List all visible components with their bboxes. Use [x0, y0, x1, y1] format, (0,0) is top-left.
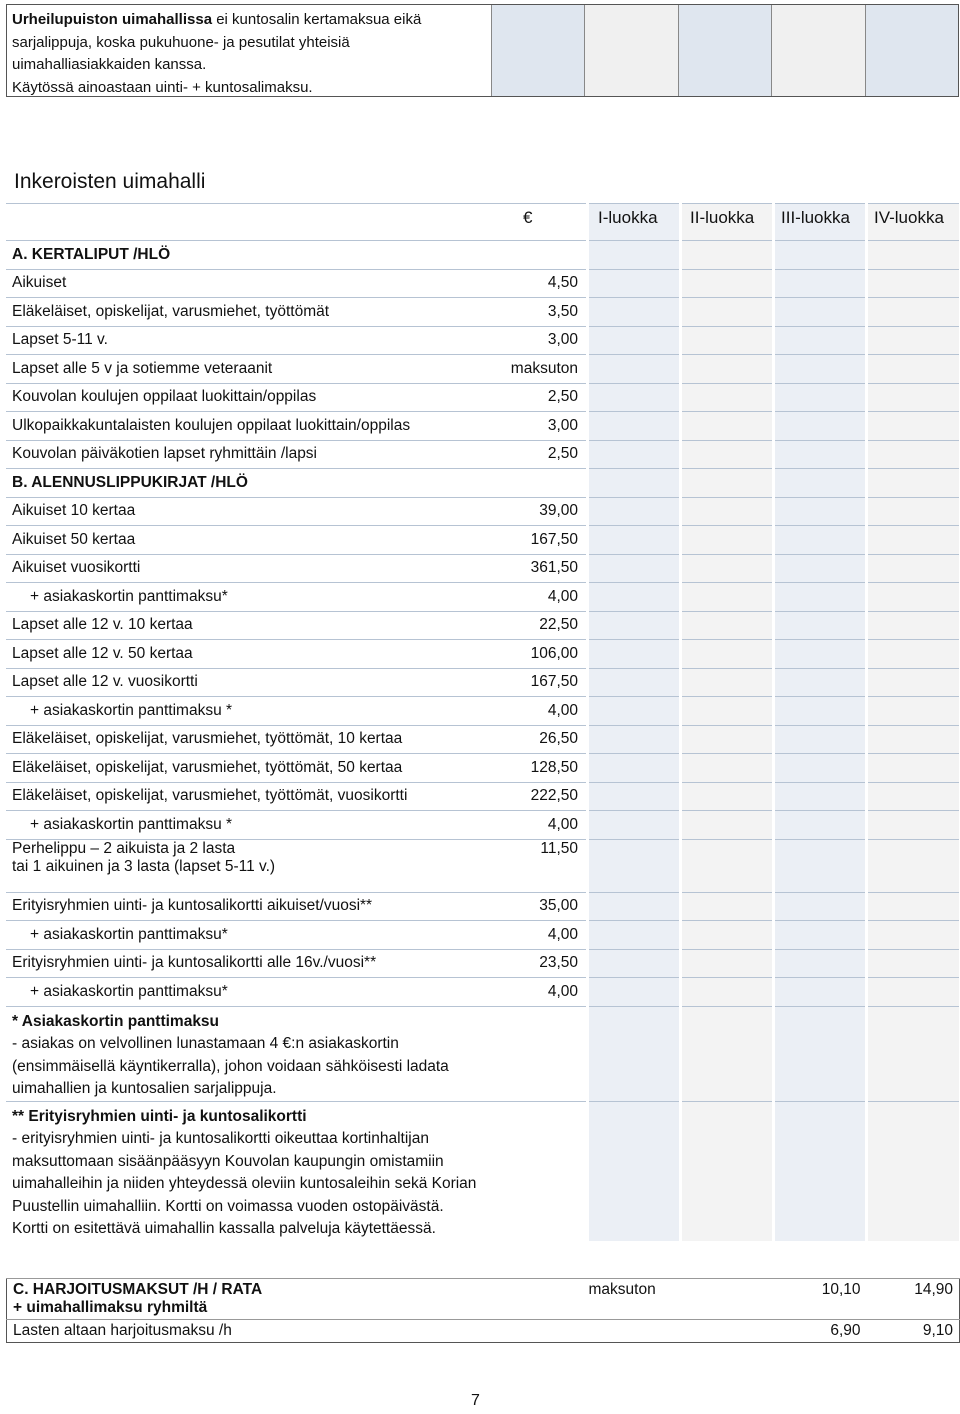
- row-label: Eläkeläiset, opiskelijat, varusmiehet, työttömät, 50 kertaa: [6, 754, 488, 783]
- row-price: 26,50: [488, 725, 588, 754]
- price-class-cell: [588, 298, 681, 327]
- price-class-cell: [773, 583, 866, 612]
- euro-header: €: [523, 208, 533, 227]
- top-note-text: [12, 9, 482, 99]
- table-row: [6, 412, 959, 441]
- price-class-cell: [866, 811, 959, 840]
- table-row: [6, 298, 959, 327]
- price-class-cell: [773, 811, 866, 840]
- section-c-title: C. HARJOITUSMAKSUT /H / RATA + uimahallimaksu ryhmiltä: [7, 1279, 583, 1320]
- price-class-cell: [680, 298, 773, 327]
- price-class-cell: [773, 697, 866, 726]
- price-class-cell: [588, 640, 681, 669]
- top-note-box: [6, 4, 959, 97]
- section-c-c1: maksuton: [583, 1279, 679, 1320]
- price-class-cell: [588, 782, 681, 811]
- table-row: [6, 440, 959, 469]
- price-class-cell: [680, 811, 773, 840]
- price-class-cell: [588, 583, 681, 612]
- price-class-cell: [866, 583, 959, 612]
- price-class-cell: [773, 782, 866, 811]
- row-label: Lapset alle 12 v. 50 kertaa: [6, 640, 488, 669]
- table-row: [6, 554, 959, 583]
- price-class-cell: [866, 355, 959, 384]
- price-class-cell: [588, 811, 681, 840]
- table-row: [6, 697, 959, 726]
- price-class-cell: [588, 725, 681, 754]
- row-price: 4,00: [488, 811, 588, 840]
- row-price: 2,50: [488, 383, 588, 412]
- price-class-cell: [866, 440, 959, 469]
- page-number: 7: [471, 1392, 480, 1409]
- section-c-row2-label: Lasten altaan harjoitusmaksu /h: [7, 1320, 583, 1343]
- row-label: + asiakaskortin panttimaksu*: [6, 583, 488, 612]
- price-class-cell: [588, 469, 681, 498]
- row-price: 23,50: [488, 949, 588, 978]
- row-label: Ulkopaikkakuntalaisten koulujen oppilaat luokittain/oppilas: [6, 412, 488, 441]
- price-class-cell: [866, 298, 959, 327]
- price-class-cell: [588, 839, 681, 892]
- price-class-cell: [588, 412, 681, 441]
- row-label: + asiakaskortin panttimaksu *: [6, 811, 488, 840]
- table-row: [6, 725, 959, 754]
- row-price: 22,50: [488, 611, 588, 640]
- price-class-cell: [588, 1006, 681, 1101]
- row-price: 4,50: [488, 269, 588, 298]
- section-row: [6, 469, 959, 498]
- price-class-cell: [680, 383, 773, 412]
- row-label: Kouvolan koulujen oppilaat luokittain/oppilas: [6, 383, 488, 412]
- price-class-cell: [773, 1006, 866, 1101]
- price-class-cell: [680, 554, 773, 583]
- table-row: [6, 526, 959, 555]
- table-row: [6, 754, 959, 783]
- section-c-table: [6, 1278, 960, 1343]
- footnote-row: [6, 1101, 959, 1241]
- price-class-cell: [588, 668, 681, 697]
- row-label: + asiakaskortin panttimaksu*: [6, 978, 488, 1007]
- table-row: [6, 949, 959, 978]
- price-class-cell: [588, 1101, 681, 1241]
- row-label: + asiakaskortin panttimaksu*: [6, 921, 488, 950]
- price-class-cell: [680, 412, 773, 441]
- price-class-cell: [773, 978, 866, 1007]
- price-class-cell: [866, 554, 959, 583]
- table-row: [6, 978, 959, 1007]
- row-label: Eläkeläiset, opiskelijat, varusmiehet, työttömät: [6, 298, 488, 327]
- price-class-cell: [773, 921, 866, 950]
- row-label: Erityisryhmien uinti- ja kuntosalikortti aikuiset/vuosi**: [6, 892, 488, 921]
- price-class-cell: [588, 440, 681, 469]
- row-label: Lapset alle 5 v ja sotiemme veteraanit: [6, 355, 488, 384]
- section-c-c3: 10,10: [771, 1279, 867, 1320]
- price-class-cell: [773, 611, 866, 640]
- row-price: 4,00: [488, 921, 588, 950]
- price-class-cell: [680, 326, 773, 355]
- row-price: [488, 241, 588, 270]
- price-class-cell: [680, 269, 773, 298]
- price-class-cell: [588, 921, 681, 950]
- price-class-cell: [773, 298, 866, 327]
- row-price: 3,00: [488, 412, 588, 441]
- price-class-cell: [866, 921, 959, 950]
- price-class-cell: [680, 440, 773, 469]
- table-row: [6, 611, 959, 640]
- price-class-cell: [773, 554, 866, 583]
- price-class-cell: [866, 754, 959, 783]
- section-c-row2-c4: 9,10: [867, 1320, 960, 1343]
- price-class-cell: [680, 611, 773, 640]
- price-class-cell: [680, 497, 773, 526]
- row-label: A. KERTALIPUT /HLÖ: [6, 241, 488, 270]
- row-label: Lapset alle 12 v. vuosikortti: [6, 668, 488, 697]
- price-class-cell: [588, 526, 681, 555]
- price-class-cell: [680, 839, 773, 892]
- row-price: 4,00: [488, 697, 588, 726]
- price-class-cell: [866, 839, 959, 892]
- price-class-cell: [773, 383, 866, 412]
- price-class-cell: [680, 640, 773, 669]
- price-class-cell: [680, 921, 773, 950]
- price-class-cell: [588, 978, 681, 1007]
- price-class-cell: [588, 611, 681, 640]
- price-class-cell: [588, 355, 681, 384]
- price-class-cell: [680, 697, 773, 726]
- row-price: 4,00: [488, 978, 588, 1007]
- price-class-cell: [773, 440, 866, 469]
- row-label: Aikuiset 10 kertaa: [6, 497, 488, 526]
- price-class-cell: [680, 1101, 773, 1241]
- price-class-cell: [866, 526, 959, 555]
- row-price: 106,00: [488, 640, 588, 669]
- row-price: 2,50: [488, 440, 588, 469]
- price-class-cell: [866, 469, 959, 498]
- price-class-cell: [680, 583, 773, 612]
- price-class-cell: [680, 526, 773, 555]
- price-class-cell: [680, 241, 773, 270]
- price-class-cell: [588, 754, 681, 783]
- row-price: 11,50: [488, 839, 588, 892]
- row-price: 361,50: [488, 554, 588, 583]
- price-class-cell: [866, 668, 959, 697]
- table-row: [6, 383, 959, 412]
- price-class-cell: [773, 241, 866, 270]
- page-title: Inkeroisten uimahalli: [14, 170, 206, 193]
- price-class-cell: [773, 725, 866, 754]
- price-class-cell: [773, 640, 866, 669]
- price-class-cell: [866, 383, 959, 412]
- section-c-row2-c3: 6,90: [771, 1320, 867, 1343]
- price-class-cell: [866, 241, 959, 270]
- price-class-cell: [680, 668, 773, 697]
- table-row: [6, 640, 959, 669]
- row-price: 167,50: [488, 526, 588, 555]
- row-label: Eläkeläiset, opiskelijat, varusmiehet, työttömät, 10 kertaa: [6, 725, 488, 754]
- price-class-cell: [588, 949, 681, 978]
- price-class-cell: [680, 892, 773, 921]
- price-class-cell: [773, 1101, 866, 1241]
- table-row: [6, 355, 959, 384]
- price-class-cell: [866, 640, 959, 669]
- top-note-bold: Urheilupuiston uimahallissa: [12, 11, 213, 28]
- table-row: [6, 497, 959, 526]
- price-class-cell: [680, 978, 773, 1007]
- price-class-cell: [588, 326, 681, 355]
- row-label: Lapset 5-11 v.: [6, 326, 488, 355]
- price-class-cell: [773, 839, 866, 892]
- price-class-cell: [773, 949, 866, 978]
- price-class-cell: [866, 782, 959, 811]
- header-c2: II-luokka: [690, 208, 755, 227]
- table-row: [6, 892, 959, 921]
- price-class-cell: [866, 1006, 959, 1101]
- top-note-cells: [491, 5, 958, 96]
- price-class-cell: [866, 611, 959, 640]
- header-c1: I-luokka: [598, 208, 658, 227]
- price-class-cell: [773, 754, 866, 783]
- row-price: 39,00: [488, 497, 588, 526]
- column-headers: [0, 208, 960, 234]
- price-class-cell: [588, 497, 681, 526]
- price-class-cell: [866, 269, 959, 298]
- price-class-cell: [588, 892, 681, 921]
- row-label: Perhelippu – 2 aikuista ja 2 lasta tai 1 aikuinen ja 3 lasta (lapset 5-11 v.): [6, 839, 488, 892]
- top-note-rest: ei kuntosalin kertamaksua eikä sarjalippuja, koska pukuhuone- ja pesutilat yhteisiä uimahalliasiakkaiden kanssa.: [12, 11, 422, 73]
- price-class-cell: [680, 355, 773, 384]
- row-price: 128,50: [488, 754, 588, 783]
- price-class-cell: [866, 697, 959, 726]
- price-class-cell: [680, 725, 773, 754]
- price-class-cell: [773, 355, 866, 384]
- row-label: + asiakaskortin panttimaksu *: [6, 697, 488, 726]
- price-class-cell: [866, 978, 959, 1007]
- price-class-cell: [866, 725, 959, 754]
- price-class-cell: [773, 326, 866, 355]
- price-class-cell: [866, 1101, 959, 1241]
- footnote-row: [6, 1006, 959, 1101]
- row-label: Aikuiset vuosikortti: [6, 554, 488, 583]
- row-label: Kouvolan päiväkotien lapset ryhmittäin /lapsi: [6, 440, 488, 469]
- price-class-cell: [773, 469, 866, 498]
- row-label: B. ALENNUSLIPPUKIRJAT /HLÖ: [6, 469, 488, 498]
- table-row: [6, 782, 959, 811]
- price-class-cell: [588, 554, 681, 583]
- row-label: Eläkeläiset, opiskelijat, varusmiehet, työttömät, vuosikortti: [6, 782, 488, 811]
- row-price: 3,00: [488, 326, 588, 355]
- top-note-line2: Käytössä ainoastaan uinti- + kuntosalimaksu.: [12, 78, 313, 96]
- table-row: [6, 326, 959, 355]
- table-row: [6, 811, 959, 840]
- price-class-cell: [680, 949, 773, 978]
- row-label: Erityisryhmien uinti- ja kuntosalikortti alle 16v./vuosi**: [6, 949, 488, 978]
- price-class-cell: [866, 949, 959, 978]
- header-c3: III-luokka: [781, 208, 850, 227]
- row-price: maksuton: [488, 355, 588, 384]
- row-price: 222,50: [488, 782, 588, 811]
- price-class-cell: [680, 1006, 773, 1101]
- table-row: [6, 668, 959, 697]
- row-price: 35,00: [488, 892, 588, 921]
- row-price: 3,50: [488, 298, 588, 327]
- row-price: [488, 469, 588, 498]
- section-row: [6, 241, 959, 270]
- price-class-cell: [866, 892, 959, 921]
- table-row: [6, 839, 959, 892]
- price-class-cell: [588, 241, 681, 270]
- footnote: * Asiakaskortin panttimaksu - asiakas on velvollinen lunastamaan 4 €:n asiakaskortin (ensimmäisellä käyntikerralla), johon voidaan sähköisesti ladata uimahallien ja kuntosalien sarjalippuja.: [6, 1006, 488, 1101]
- table-row: [6, 583, 959, 612]
- price-class-cell: [680, 782, 773, 811]
- price-class-cell: [680, 469, 773, 498]
- row-price: 4,00: [488, 583, 588, 612]
- row-label: Lapset alle 12 v. 10 kertaa: [6, 611, 488, 640]
- price-class-cell: [866, 326, 959, 355]
- table-row: [6, 921, 959, 950]
- price-class-cell: [773, 269, 866, 298]
- price-class-cell: [773, 497, 866, 526]
- footnote: ** Erityisryhmien uinti- ja kuntosalikortti - erityisryhmien uinti- ja kuntosalikortti oikeuttaa kortinhaltijan maksuttomaan sisäänpääsyyn Kouvolan kaupungin omistamiin uimahalleihin ja niiden yhteydessä oleviin kuntosaleihin sekä Korian Puustellin uimahalliin. Kortti on voimassa vuoden ostopäivästä. Kortti on esitettävä uimahallin kassalla palveluja käytettäessä.: [6, 1101, 488, 1241]
- price-class-cell: [588, 697, 681, 726]
- table-row: [6, 269, 959, 298]
- price-table: [6, 203, 959, 1241]
- price-class-cell: [773, 668, 866, 697]
- price-class-cell: [680, 754, 773, 783]
- row-label: Aikuiset: [6, 269, 488, 298]
- price-class-cell: [773, 526, 866, 555]
- price-class-cell: [866, 497, 959, 526]
- price-class-cell: [866, 412, 959, 441]
- price-class-cell: [588, 383, 681, 412]
- header-c4: IV-luokka: [874, 208, 944, 227]
- row-price: 167,50: [488, 668, 588, 697]
- row-label: Aikuiset 50 kertaa: [6, 526, 488, 555]
- price-class-cell: [588, 269, 681, 298]
- price-class-cell: [773, 892, 866, 921]
- section-c-c4: 14,90: [867, 1279, 960, 1320]
- price-class-cell: [773, 412, 866, 441]
